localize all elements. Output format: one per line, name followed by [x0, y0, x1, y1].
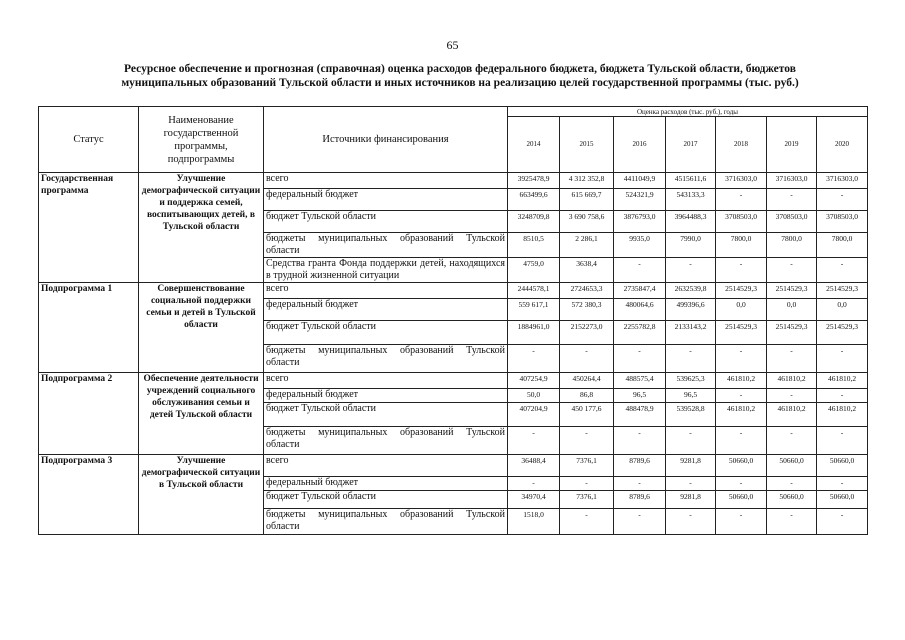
amount-cell: 3708503,0	[767, 211, 817, 233]
amount-cell: 8510,5	[508, 233, 560, 258]
amount-cell: -	[560, 477, 614, 491]
amount-cell: -	[767, 509, 817, 535]
amount-cell: 461810,2	[817, 373, 868, 389]
amount-cell: 3248709,8	[508, 211, 560, 233]
header-year: 2018	[716, 117, 767, 173]
amount-cell: 4759,0	[508, 258, 560, 283]
amount-cell: 2444578,1	[508, 283, 560, 299]
title-line-1: Ресурсное обеспечение и прогнозная (справочная) оценка расходов федерального бюджета, бюджета Тульской области, бюджетов	[124, 63, 796, 75]
amount-cell: 8789,6	[614, 491, 666, 509]
amount-cell: 663499,6	[508, 189, 560, 211]
amount-cell: 50,0	[508, 389, 560, 403]
amount-cell: 7800,0	[767, 233, 817, 258]
amount-cell: -	[666, 477, 716, 491]
amount-cell: 50660,0	[716, 455, 767, 477]
funding-source-cell: всего	[264, 373, 508, 389]
amount-cell: 2152273,0	[560, 321, 614, 345]
amount-cell: -	[614, 345, 666, 373]
amount-cell: -	[614, 509, 666, 535]
amount-cell: 9281,8	[666, 491, 716, 509]
amount-cell: -	[508, 427, 560, 455]
section-status: Подпрограмма 1	[39, 283, 139, 373]
amount-cell: -	[716, 189, 767, 211]
section-status: Государственная программа	[39, 173, 139, 283]
amount-cell: 8789,6	[614, 455, 666, 477]
header-estimate-group: Оценка расходов (тыс. руб.), годы	[508, 107, 868, 117]
amount-cell: 2735847,4	[614, 283, 666, 299]
amount-cell: -	[716, 509, 767, 535]
funding-source-cell: всего	[264, 455, 508, 477]
amount-cell: 9935,0	[614, 233, 666, 258]
amount-cell: -	[817, 258, 868, 283]
amount-cell: 524321,9	[614, 189, 666, 211]
amount-cell: 3964488,3	[666, 211, 716, 233]
amount-cell: 3708503,0	[817, 211, 868, 233]
title-line-2: муниципальных образований Тульской области и иных источников на реализацию целей государственной программы (тыс. руб.)	[121, 77, 799, 89]
section-status: Подпрограмма 3	[39, 455, 139, 535]
amount-cell: -	[767, 427, 817, 455]
amount-cell: 539528,8	[666, 403, 716, 427]
amount-cell: 2 286,1	[560, 233, 614, 258]
amount-cell: 488478,9	[614, 403, 666, 427]
funding-source-cell: бюджеты муниципальных образований Тульской области	[264, 345, 508, 373]
amount-cell: 7376,1	[560, 491, 614, 509]
amount-cell: 7990,0	[666, 233, 716, 258]
amount-cell: 559 617,1	[508, 299, 560, 321]
header-year: 2014	[508, 117, 560, 173]
amount-cell: 0,0	[767, 299, 817, 321]
document-title	[60, 62, 860, 90]
amount-cell: -	[767, 345, 817, 373]
amount-cell: -	[817, 427, 868, 455]
amount-cell: 7800,0	[817, 233, 868, 258]
amount-cell: 3716303,0	[716, 173, 767, 189]
amount-cell: 2514529,3	[767, 283, 817, 299]
table-row	[39, 173, 868, 189]
amount-cell: -	[716, 477, 767, 491]
amount-cell: 3716303,0	[817, 173, 868, 189]
funding-source-cell: бюджет Тульской области	[264, 211, 508, 233]
amount-cell: 34970,4	[508, 491, 560, 509]
amount-cell: -	[817, 189, 868, 211]
amount-cell: 2255782,8	[614, 321, 666, 345]
amount-cell: -	[767, 258, 817, 283]
amount-cell: 3925478,9	[508, 173, 560, 189]
section-program-name: Совершенствование социальной поддержки семьи и детей в Тульской области	[139, 283, 264, 373]
funding-source-cell: федеральный бюджет	[264, 477, 508, 491]
amount-cell: 0,0	[716, 299, 767, 321]
amount-cell: -	[716, 258, 767, 283]
section-program-name: Улучшение демографической ситуации и поддержка семей, воспитывающих детей, в Тульской области	[139, 173, 264, 283]
amount-cell: 7376,1	[560, 455, 614, 477]
amount-cell: 461810,2	[767, 403, 817, 427]
amount-cell: 461810,2	[767, 373, 817, 389]
amount-cell: 3708503,0	[716, 211, 767, 233]
amount-cell: 2724653,3	[560, 283, 614, 299]
amount-cell: 3716303,0	[767, 173, 817, 189]
amount-cell: 3638,4	[560, 258, 614, 283]
amount-cell: 407254,9	[508, 373, 560, 389]
amount-cell: -	[817, 345, 868, 373]
amount-cell: 96,5	[614, 389, 666, 403]
amount-cell: -	[560, 509, 614, 535]
amount-cell: 572 380,3	[560, 299, 614, 321]
amount-cell: -	[817, 477, 868, 491]
amount-cell: 50660,0	[767, 491, 817, 509]
funding-source-cell: всего	[264, 173, 508, 189]
header-year: 2020	[817, 117, 868, 173]
table-row	[39, 283, 868, 299]
amount-cell: 539625,3	[666, 373, 716, 389]
amount-cell: 3876793,0	[614, 211, 666, 233]
table-row	[39, 455, 868, 477]
amount-cell: 0,0	[817, 299, 868, 321]
amount-cell: 4411049,9	[614, 173, 666, 189]
amount-cell: -	[666, 509, 716, 535]
amount-cell: 3 690 758,6	[560, 211, 614, 233]
section-program-name: Улучшение демографической ситуации в Тульской области	[139, 455, 264, 535]
amount-cell: 499396,6	[666, 299, 716, 321]
amount-cell: 86,8	[560, 389, 614, 403]
table-row	[39, 373, 868, 389]
amount-cell: -	[614, 427, 666, 455]
header-year: 2016	[614, 117, 666, 173]
funding-source-cell: Средства гранта Фонда поддержки детей, находящихся в трудной жизненной ситуации	[264, 258, 508, 283]
header-status: Статус	[39, 107, 139, 173]
amount-cell: 2514529,3	[817, 321, 868, 345]
amount-cell: 1518,0	[508, 509, 560, 535]
header-program-name: Наименование государственной программы, подпрограммы	[139, 107, 264, 173]
funding-source-cell: федеральный бюджет	[264, 389, 508, 403]
amount-cell: -	[767, 189, 817, 211]
amount-cell: 488575,4	[614, 373, 666, 389]
amount-cell: -	[508, 345, 560, 373]
section-program-name: Обеспечение деятельности учреждений социального обслуживания семьи и детей Тульской области	[139, 373, 264, 455]
amount-cell: -	[817, 509, 868, 535]
funding-source-cell: бюджеты муниципальных образований Тульской области	[264, 509, 508, 535]
amount-cell: 50660,0	[817, 455, 868, 477]
amount-cell: 543133,3	[666, 189, 716, 211]
amount-cell: 50660,0	[716, 491, 767, 509]
amount-cell: 2514529,3	[716, 321, 767, 345]
amount-cell: -	[767, 389, 817, 403]
header-year: 2015	[560, 117, 614, 173]
table-body	[39, 173, 868, 535]
amount-cell: -	[508, 477, 560, 491]
funding-source-cell: федеральный бюджет	[264, 189, 508, 211]
amount-cell: -	[666, 258, 716, 283]
header-year: 2019	[767, 117, 817, 173]
amount-cell: 461810,2	[716, 403, 767, 427]
amount-cell: 96,5	[666, 389, 716, 403]
amount-cell: 36488,4	[508, 455, 560, 477]
amount-cell: -	[767, 477, 817, 491]
amount-cell: 2514529,3	[767, 321, 817, 345]
amount-cell: 461810,2	[817, 403, 868, 427]
amount-cell: 2514529,3	[817, 283, 868, 299]
amount-cell: -	[666, 427, 716, 455]
section-status: Подпрограмма 2	[39, 373, 139, 455]
amount-cell: -	[614, 477, 666, 491]
funding-source-cell: бюджеты муниципальных образований Тульской области	[264, 233, 508, 258]
amount-cell: -	[817, 389, 868, 403]
amount-cell: -	[716, 427, 767, 455]
amount-cell: 450 177,6	[560, 403, 614, 427]
amount-cell: 50660,0	[767, 455, 817, 477]
amount-cell: 450264,4	[560, 373, 614, 389]
page-number: 65	[446, 38, 459, 52]
amount-cell: 615 669,7	[560, 189, 614, 211]
amount-cell: 4 312 352,8	[560, 173, 614, 189]
amount-cell: 9281,8	[666, 455, 716, 477]
amount-cell: -	[560, 427, 614, 455]
funding-source-cell: бюджеты муниципальных образований Тульской области	[264, 427, 508, 455]
funding-source-cell: бюджет Тульской области	[264, 491, 508, 509]
funding-source-cell: бюджет Тульской области	[264, 321, 508, 345]
amount-cell: 2632539,8	[666, 283, 716, 299]
amount-cell: -	[716, 389, 767, 403]
financing-table	[38, 106, 868, 535]
amount-cell: 480064,6	[614, 299, 666, 321]
header-funding-source: Источники финансирования	[264, 107, 508, 173]
amount-cell: -	[716, 345, 767, 373]
amount-cell: 461810,2	[716, 373, 767, 389]
amount-cell: 1884961,0	[508, 321, 560, 345]
amount-cell: -	[666, 345, 716, 373]
funding-source-cell: всего	[264, 283, 508, 299]
header-year: 2017	[666, 117, 716, 173]
funding-source-cell: федеральный бюджет	[264, 299, 508, 321]
amount-cell: 50660,0	[817, 491, 868, 509]
amount-cell: 4515611,6	[666, 173, 716, 189]
amount-cell: 2514529,3	[716, 283, 767, 299]
amount-cell: 2133143,2	[666, 321, 716, 345]
amount-cell: -	[614, 258, 666, 283]
amount-cell: -	[560, 345, 614, 373]
funding-source-cell: бюджет Тульской области	[264, 403, 508, 427]
amount-cell: 407204,9	[508, 403, 560, 427]
amount-cell: 7800,0	[716, 233, 767, 258]
